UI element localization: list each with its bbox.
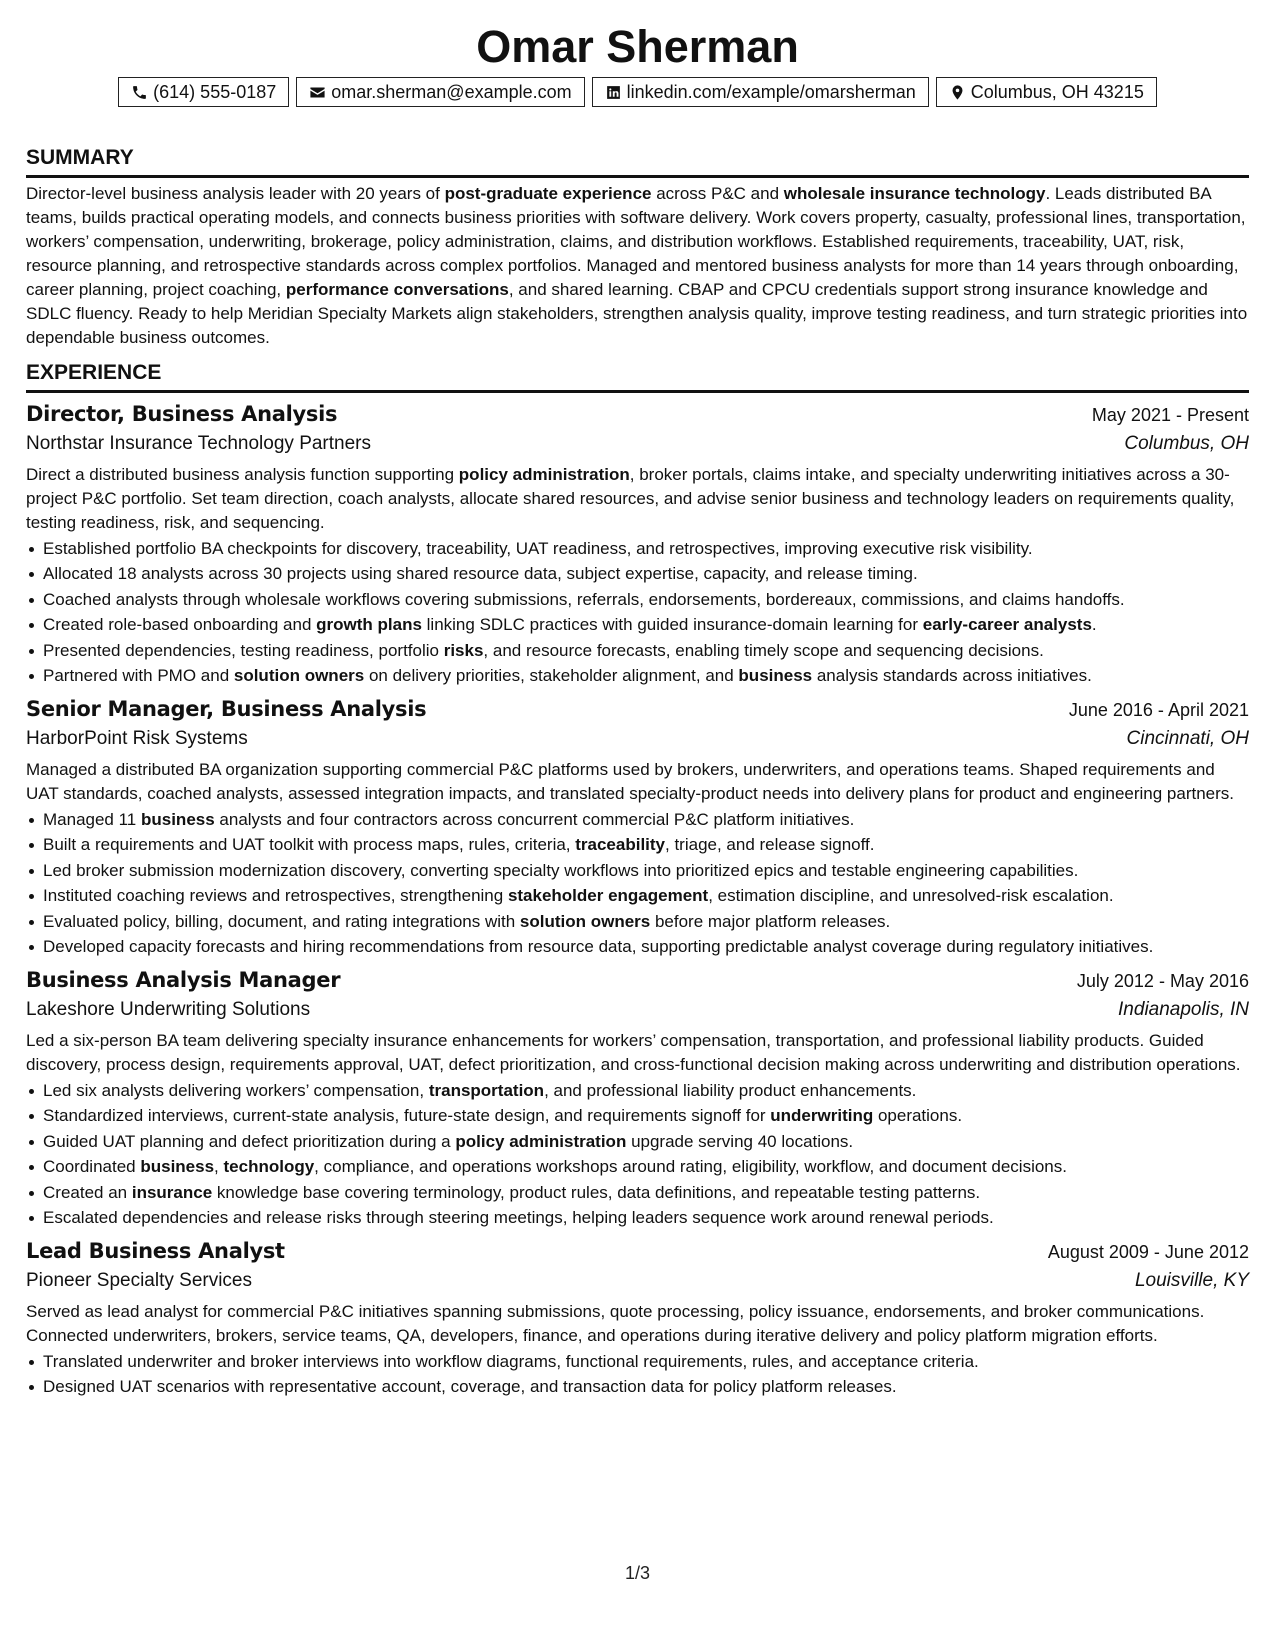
job-entry [26,694,1249,959]
bullet-item [26,910,1249,934]
bold-text: transportation [428,1080,545,1100]
text-run: analysts and four contractors across concurrent commercial P&C platform initiatives. [214,809,855,829]
bold-text: solution owners [233,666,365,685]
job-location: Louisville, KY [1134,1270,1249,1291]
experience-heading: EXPERIENCE [26,360,1249,393]
contact-row [26,77,1249,107]
text-run: Guided UAT planning and defect prioritization during a [43,1131,456,1151]
bullet-item [26,639,1249,663]
bold-text: policy administration [458,465,630,484]
bullet-item [26,1206,1249,1230]
text-run: Director-level business analysis leader with 20 years of [26,184,445,203]
bold-text: insurance [131,1182,213,1202]
bold-text: stakeholder engagement [507,886,709,905]
contact-email[interactable] [296,77,584,107]
job-bullets [26,808,1249,960]
text-run: Led six analysts delivering workers’ compensation, [43,1080,429,1100]
email-text: omar.sherman@example.com [331,81,572,102]
text-run: Created an [43,1182,132,1202]
job-title: Director, Business Analysis [26,402,338,426]
job-description [26,758,1249,806]
bullet-item [26,859,1249,883]
bullet-item [26,562,1249,586]
job-description [26,463,1249,535]
bullet-item [26,1350,1249,1374]
job-dates: June 2016 - April 2021 [1068,700,1249,720]
job-title: Business Analysis Manager [26,968,341,992]
text-run: Served as lead analyst for commercial P&C initiatives spanning submissions, quote processing, policy issuance, endorsements, and broker communications. Connected underwriters, brokers, service teams, QA, developers, finance, and operations during iterative delivery and policy platform migration efforts. [26,1302,1205,1345]
job-subheader [26,1266,1249,1296]
contact-location [936,77,1157,107]
job-subheader [26,995,1249,1025]
bold-text: business [738,666,813,685]
job-dates: May 2021 - Present [1091,405,1249,425]
bullet-item [26,1375,1249,1399]
experience-list [26,399,1249,1399]
job-header [26,1236,1249,1266]
text-run: Evaluated policy, billing, document, and rating integrations with [43,911,520,931]
bold-text: technology [223,1157,315,1176]
bold-text: wholesale insurance technology [783,184,1046,203]
job-header [26,965,1249,995]
text-run: Allocated 18 analysts across 30 projects using shared resource data, subject expertise, capacity, and release timing. [43,564,918,583]
bold-text: business [140,1157,215,1176]
job-location: Cincinnati, OH [1126,728,1249,749]
contact-linkedin[interactable] [592,77,929,107]
job-dates: August 2009 - June 2012 [1047,1242,1249,1262]
text-run: Built a requirements and UAT toolkit with process maps, rules, criteria, [43,835,576,854]
bold-text: business [140,809,215,829]
summary-heading: SUMMARY [26,145,1249,178]
text-run: Developed capacity forecasts and hiring recommendations from resource data, supporting predictable analyst coverage during regulatory initiatives. [43,937,1154,956]
text-run: Managed a distributed BA organization supporting commercial P&C platforms used by brokers, underwriters, and operations teams. Shaped requirements and UAT standards, coached analysts, assessed integration impacts, and translated specialty-product needs into delivery plans for product and engineering partners. [26,760,1235,803]
phone-icon [131,84,148,101]
bold-text: traceability [575,835,666,854]
bold-text: solution owners [519,911,651,931]
job-subheader [26,724,1249,754]
text-run: on delivery priorities, stakeholder alignment, and [364,666,739,685]
text-run: across P&C and [651,184,784,203]
job-entry [26,399,1249,688]
bold-text: performance conversations [285,280,509,299]
text-run: knowledge base covering terminology, product rules, data definitions, and repeatable testing patterns. [212,1182,981,1202]
job-location: Columbus, OH [1124,433,1249,454]
job-entry [26,965,1249,1230]
text-run: Managed 11 [43,809,141,829]
text-run: Direct a distributed business analysis function supporting [26,465,459,484]
bold-text: policy administration [455,1131,627,1151]
job-bullets [26,1350,1249,1400]
job-description [26,1029,1249,1077]
bullet-item [26,1079,1249,1103]
job-location: Indianapolis, IN [1118,999,1249,1020]
job-entry [26,1236,1249,1399]
text-run: Coached analysts through wholesale workflows covering submissions, referrals, endorsements, bordereaux, commissions, and claims handoffs. [43,589,1125,609]
job-subheader [26,429,1249,459]
contact-phone[interactable] [118,77,289,107]
text-run: Led broker submission modernization discovery, converting specialty workflows into prioritized epics and testable engineering capabilities. [43,860,1079,880]
bullet-item [26,833,1249,857]
text-run: , and professional liability product enhancements. [544,1080,917,1100]
job-description [26,1300,1249,1348]
text-run: . Leads distributed BA teams, builds practical operating models, and connects business priorities with software delivery. Work covers property, casualty, professional lines, transportation, workers’ compensation, underwriting, brokerage, policy administration, claims, and distribution workflows. Established requirements, traceability, UAT, risk, resource planning, and retrospective standards across complex portfolios. Managed and mentored business analysts for more than 14 years through onboarding, career planning, project coaching, [26,184,1246,299]
bullet-item [26,1155,1249,1179]
text-run: Escalated dependencies and release risks through steering meetings, helping leaders sequence work around renewal periods. [43,1208,994,1227]
candidate-name: Omar Sherman [476,21,799,72]
text-run: Designed UAT scenarios with representative account, coverage, and transaction data for policy platform releases. [43,1377,897,1396]
job-bullets [26,1079,1249,1231]
job-company: Pioneer Specialty Services [26,1270,252,1291]
text-run: , compliance, and operations workshops around rating, eligibility, workflow, and document decisions. [314,1157,1067,1176]
linkedin-text: linkedin.com/example/omarsherman [626,81,916,102]
bold-text: underwriting [770,1106,874,1125]
location-text: Columbus, OH 43215 [970,81,1144,102]
text-run: Established portfolio BA checkpoints for discovery, traceability, UAT readiness, and retrospectives, improving executive risk visibility. [43,538,1033,558]
job-company: Lakeshore Underwriting Solutions [26,999,311,1020]
text-run: Presented dependencies, testing readiness, portfolio [43,640,444,660]
text-run: Standardized interviews, current-state analysis, future-state design, and requirements signoff for [43,1106,771,1125]
bold-text: post-graduate experience [444,184,652,203]
text-run: , triage, and release signoff. [665,835,875,854]
phone-text: (614) 555-0187 [153,81,277,102]
text-run: , and shared learning. CBAP and CPCU credentials support strong insurance knowledge and SDLC fluency. Ready to help Meridian Specialty Markets align stakeholders, strengthen analysis quality, improve testing readiness, and turn strategic priorities into dependable business outcomes. [26,280,1248,347]
text-run: linking SDLC practices with guided insurance-domain learning for [421,615,923,634]
summary-paragraph [26,182,1249,350]
job-company: HarborPoint Risk Systems [26,728,248,749]
text-run: upgrade serving 40 locations. [626,1131,854,1151]
job-dates: July 2012 - May 2016 [1076,971,1249,991]
job-title: Senior Manager, Business Analysis [26,697,427,721]
bullet-item [26,1181,1249,1205]
text-run: Led a six-person BA team delivering specialty insurance enhancements for workers’ compensation, transportation, and professional liability products. Guided discovery, process design, requirements approval, UAT, defect prioritization, and cross-functional decision making across underwriting and distribution operations. [26,1031,1241,1074]
job-company: Northstar Insurance Technology Partners [26,433,371,454]
bullet-item [26,1130,1249,1154]
text-run: Coordinated [43,1157,141,1176]
text-run: operations. [873,1106,963,1125]
text-run: Partnered with PMO and [43,666,234,685]
job-bullets [26,537,1249,689]
text-run: , estimation discipline, and unresolved-risk escalation. [708,886,1114,905]
job-header [26,399,1249,429]
text-run: . [1091,615,1097,634]
text-run: Instituted coaching reviews and retrospectives, strengthening [43,886,508,905]
page-number: 1/3 [624,1563,651,1583]
text-run: before major platform releases. [650,911,891,931]
job-title: Lead Business Analyst [26,1239,285,1263]
bullet-item [26,935,1249,959]
envelope-icon [309,84,326,101]
bullet-item [26,537,1249,561]
text-run: analysis standards across initiatives. [812,666,1092,685]
bold-text: early-career analysts [922,615,1092,634]
bullet-item [26,664,1249,688]
bullet-item [26,588,1249,612]
linkedin-icon [605,84,622,101]
text-run: , broker portals, claims intake, and specialty underwriting initiatives across a 30-project P&C portfolio. Set team direction, coach analysts, allocate shared resources, and advise senior business and technology leaders on requirements quality, testing readiness, risk, and sequencing. [26,465,1235,532]
text-run: Translated underwriter and broker interviews into workflow diagrams, functional requirements, rules, and acceptance criteria. [43,1351,979,1371]
job-header [26,694,1249,724]
bullet-item [26,884,1249,908]
bullet-item [26,808,1249,832]
bold-text: growth plans [316,615,422,634]
text-run: , [214,1157,224,1176]
bullet-item [26,613,1249,637]
bold-text: risks [443,640,484,660]
text-run: , and resource forecasts, enabling timely scope and sequencing decisions. [483,640,1044,660]
text-run: Created role-based onboarding and [43,615,317,634]
bullet-item [26,1104,1249,1128]
map-pin-icon [949,84,966,101]
